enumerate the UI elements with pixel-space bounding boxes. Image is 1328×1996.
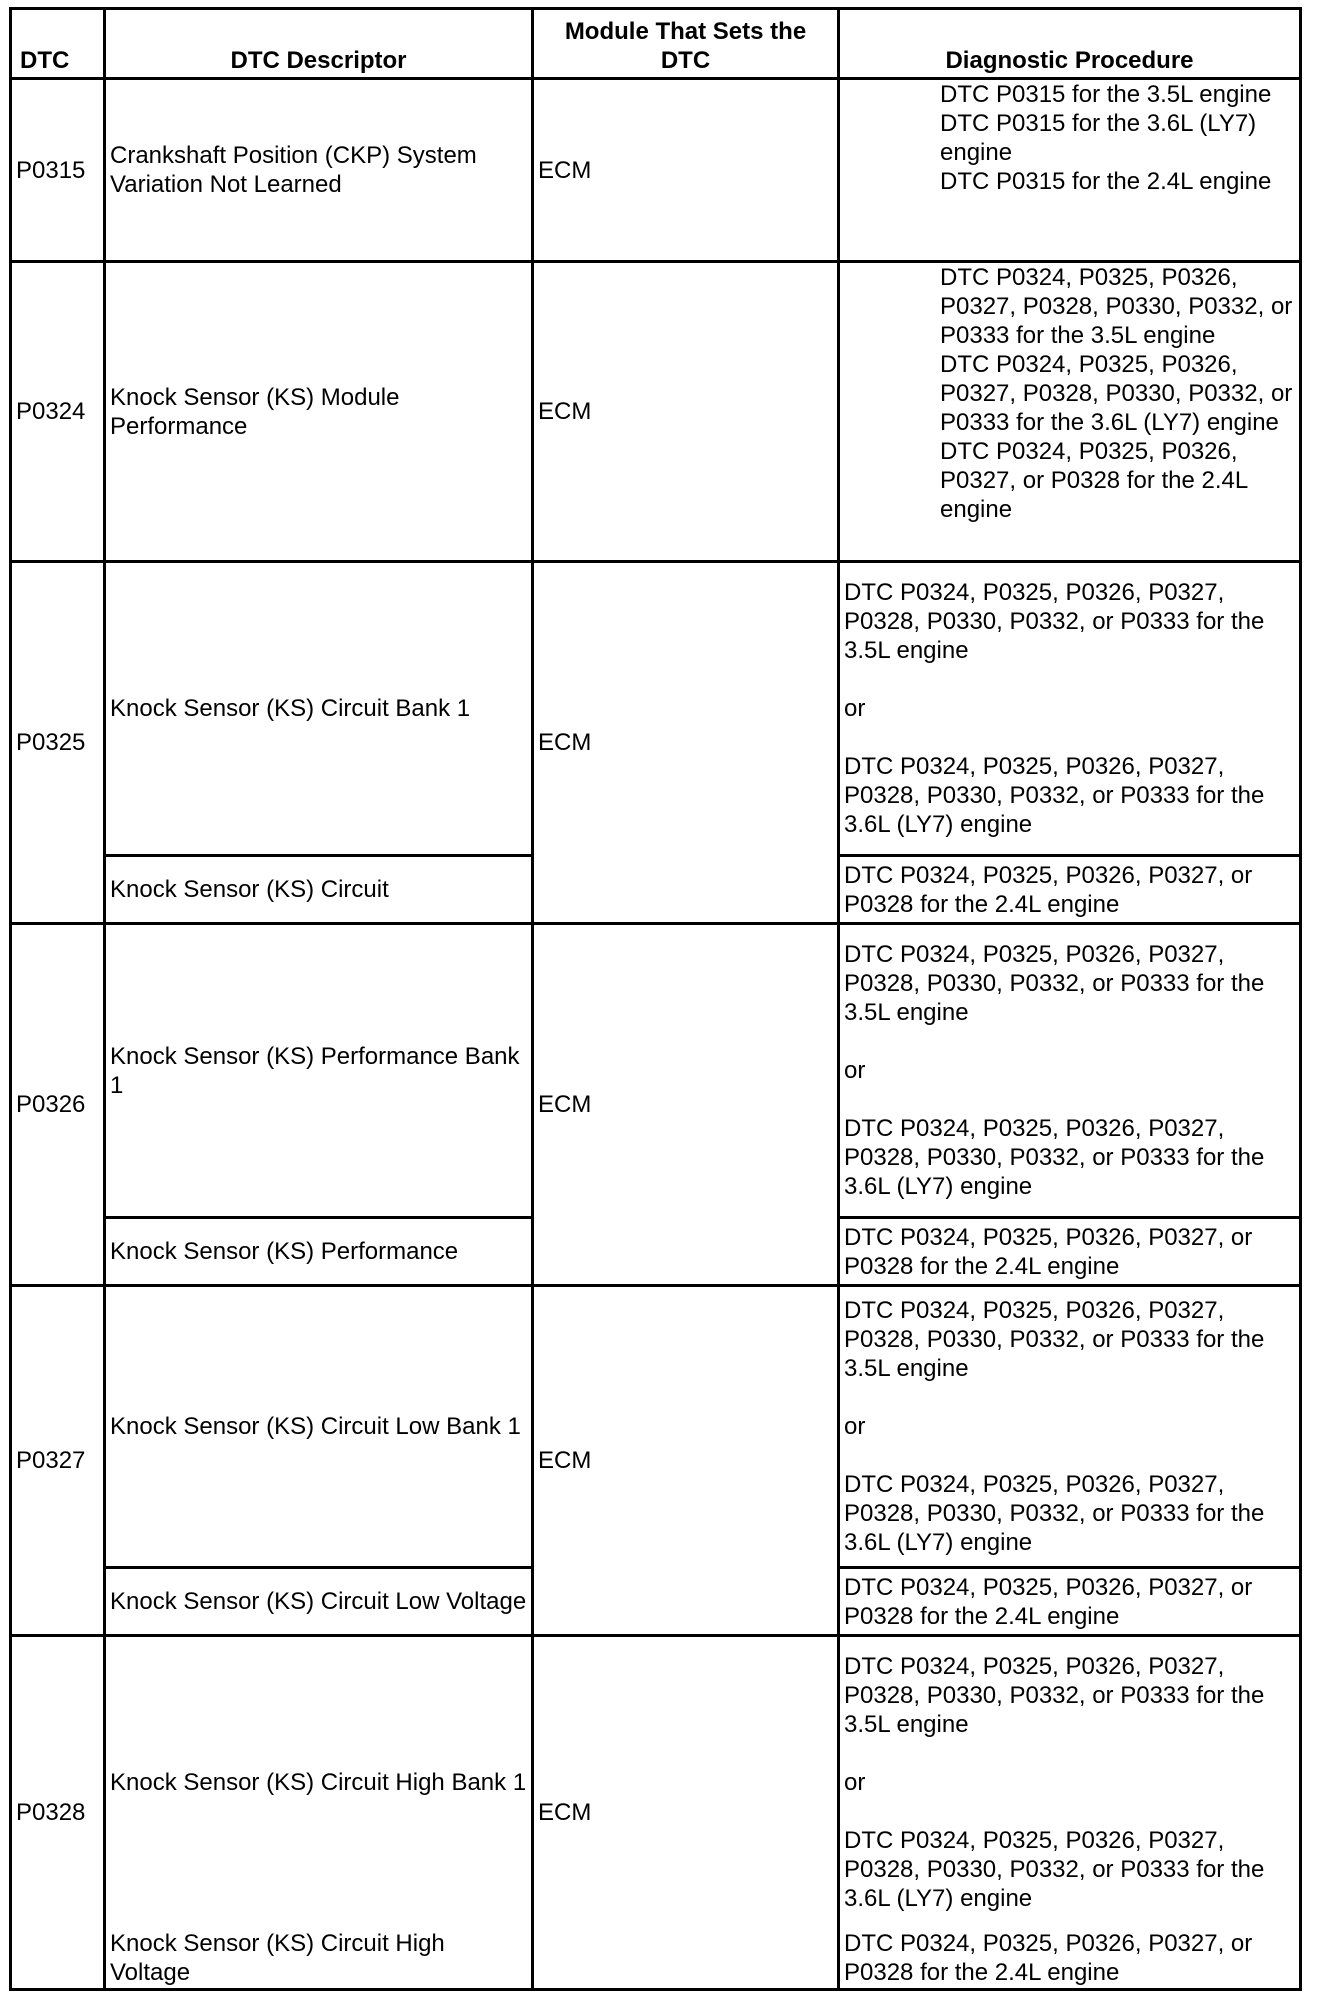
procedure-text: DTC P0324, P0325, P0326, P0327, or P0328 for the 2.4L engine (844, 1223, 1253, 1280)
procedure-text: DTC P0324, P0325, P0326, P0327, P0328, P0330, P0332, or P0333 for the 3.5L engine or DTC P0324, P0325, P0326, P0327, P0328, P0330, P0332, or P0333 for the 3.6L (LY7) engine (844, 941, 1265, 1200)
dtc-code: P0315 (11, 79, 105, 262)
procedure-text: DTC P0324, P0325, P0326, P0327, P0328, P0330, P0332, or P0333 for the 3.5L engine DTC P0324, P0325, P0326, P0327, P0328, P0330, P0332, or P0333 for the 3.6L (LY7) engine DTC P0324, P0325, P0326, P0327, or P0328 for the 2.4L engine (940, 264, 1293, 523)
diagnostic-procedure (839, 79, 1301, 262)
table-row (11, 1636, 1301, 1928)
dtc-descriptor: Knock Sensor (KS) Circuit High Bank 1 (105, 1636, 533, 1928)
procedure-text: DTC P0315 for the 3.5L engine DTC P0315 for the 3.6L (LY7) engine DTC P0315 for the 2.4L engine (940, 81, 1272, 195)
dtc-descriptor: Knock Sensor (KS) Circuit Bank 1 (105, 562, 533, 856)
diagnostic-procedure (839, 924, 1301, 1218)
dtc-descriptor: Knock Sensor (KS) Circuit (105, 856, 533, 924)
dtc-descriptor: Knock Sensor (KS) Circuit High Voltage (105, 1928, 533, 1990)
setting-module: ECM (533, 924, 839, 1286)
header-module: Module That Sets the DTC (533, 9, 839, 79)
diagnostic-procedure (839, 1286, 1301, 1568)
table-row (11, 1286, 1301, 1568)
diagnostic-procedure (839, 1928, 1301, 1990)
procedure-text: DTC P0324, P0325, P0326, P0327, or P0328 for the 2.4L engine (844, 1573, 1253, 1630)
dtc-code: P0326 (11, 924, 105, 1286)
setting-module: ECM (533, 1286, 839, 1636)
table-row (11, 924, 1301, 1218)
header-dtc: DTC (11, 9, 105, 79)
table-row (11, 262, 1301, 562)
table-row (11, 562, 1301, 856)
dtc-descriptor: Knock Sensor (KS) Circuit Low Bank 1 (105, 1286, 533, 1568)
dtc-descriptor: Crankshaft Position (CKP) System Variation Not Learned (105, 79, 533, 262)
dtc-descriptor: Knock Sensor (KS) Module Performance (105, 262, 533, 562)
procedure-text: DTC P0324, P0325, P0326, P0327, P0328, P0330, P0332, or P0333 for the 3.5L engine or DTC P0324, P0325, P0326, P0327, P0328, P0330, P0332, or P0333 for the 3.6L (LY7) engine (844, 1297, 1265, 1556)
header-procedure: Diagnostic Procedure (839, 9, 1301, 79)
dtc-code: P0327 (11, 1286, 105, 1636)
dtc-descriptor: Knock Sensor (KS) Performance Bank 1 (105, 924, 533, 1218)
dtc-code: P0325 (11, 562, 105, 924)
diagnostic-procedure (839, 1218, 1301, 1286)
procedure-text: DTC P0324, P0325, P0326, P0327, P0328, P0330, P0332, or P0333 for the 3.5L engine or DTC P0324, P0325, P0326, P0327, P0328, P0330, P0332, or P0333 for the 3.6L (LY7) engine (844, 579, 1265, 838)
dtc-descriptor: Knock Sensor (KS) Performance (105, 1218, 533, 1286)
diagnostic-procedure (839, 856, 1301, 924)
procedure-text: DTC P0324, P0325, P0326, P0327, or P0328 for the 2.4L engine (844, 861, 1253, 918)
header-descriptor: DTC Descriptor (105, 9, 533, 79)
dtc-descriptor: Knock Sensor (KS) Circuit Low Voltage (105, 1568, 533, 1636)
table-row (11, 79, 1301, 262)
dtc-code: P0324 (11, 262, 105, 562)
procedure-text: DTC P0324, P0325, P0326, P0327, P0328, P0330, P0332, or P0333 for the 3.5L engine or DTC P0324, P0325, P0326, P0327, P0328, P0330, P0332, or P0333 for the 3.6L (LY7) engine (844, 1652, 1265, 1912)
dtc-table (9, 7, 1302, 1991)
diagnostic-procedure (839, 562, 1301, 856)
setting-module: ECM (533, 1636, 839, 1990)
diagnostic-procedure (839, 1568, 1301, 1636)
diagnostic-procedure (839, 262, 1301, 562)
dtc-code: P0328 (11, 1636, 105, 1990)
setting-module: ECM (533, 79, 839, 262)
header-row (11, 9, 1301, 79)
procedure-text: DTC P0324, P0325, P0326, P0327, or P0328 for the 2.4L engine (844, 1930, 1253, 1986)
diagnostic-procedure (839, 1636, 1301, 1928)
setting-module: ECM (533, 562, 839, 924)
setting-module: ECM (533, 262, 839, 562)
